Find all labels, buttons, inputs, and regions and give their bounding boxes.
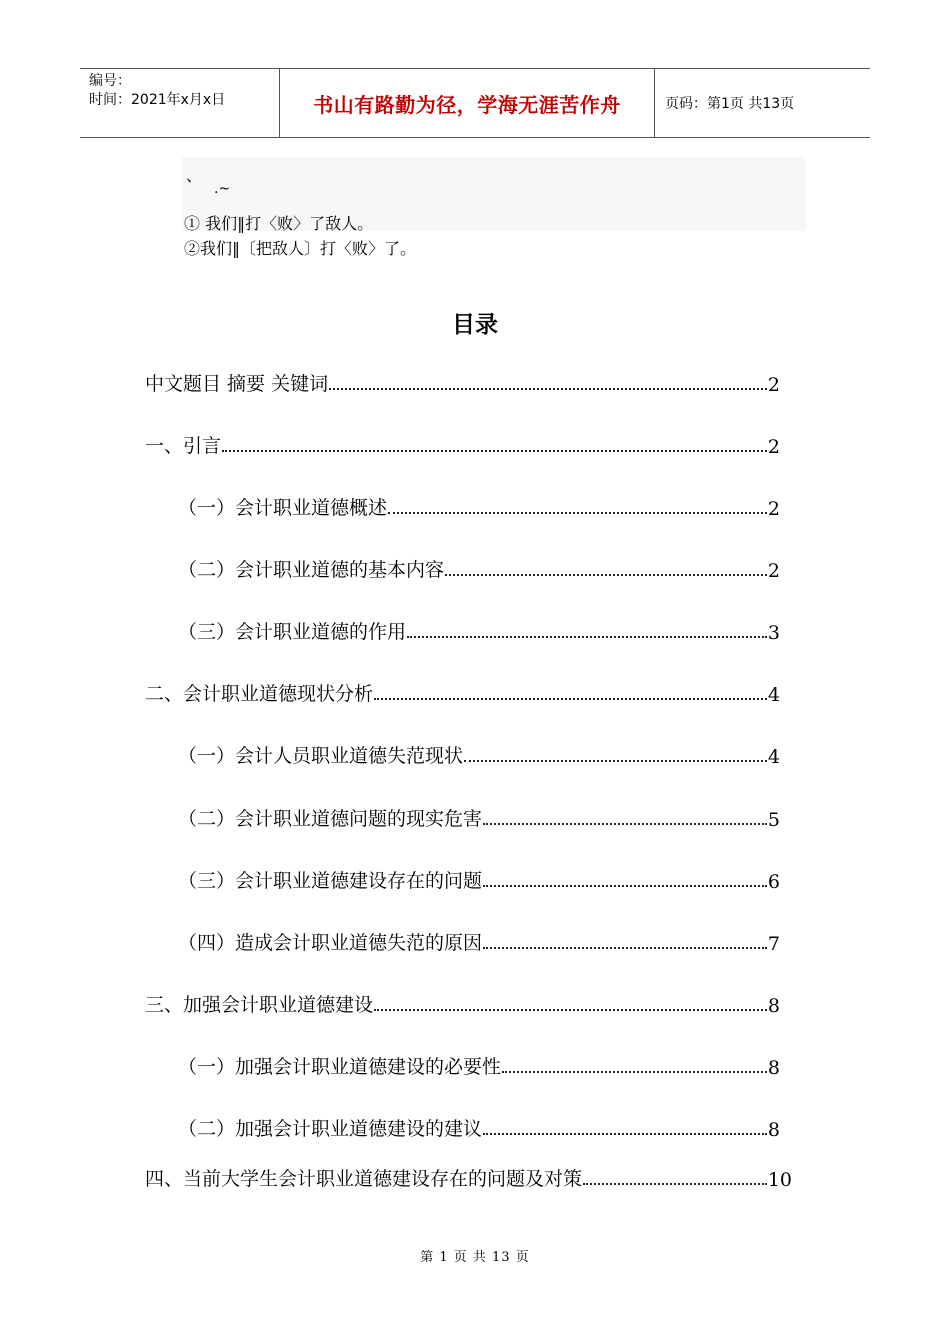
- toc-entry[interactable]: [178, 492, 780, 520]
- toc-entry-page: 7: [767, 933, 780, 955]
- toc-entry-label: （一）会计职业道德概述: [178, 497, 388, 519]
- toc-entry[interactable]: [178, 740, 780, 768]
- date-label: 时间：2021年x月x日: [89, 92, 226, 108]
- toc-entry-page: 3: [767, 622, 780, 644]
- toc-entry-page: 8: [767, 1119, 780, 1141]
- toc-entry[interactable]: [178, 616, 780, 644]
- toc-entry-page: 8: [767, 1057, 780, 1079]
- header-page-info: 页码：第1页 共13页: [665, 96, 795, 112]
- toc-title: 目录: [452, 312, 498, 338]
- toc-entry[interactable]: [145, 989, 780, 1017]
- toc-leader-dots: [483, 946, 767, 949]
- toc-entry-page: 6: [767, 871, 780, 893]
- header-motto: 书山有路勤为径，学海无涯苦作舟: [280, 69, 655, 137]
- toc-entry-label: （一）会计人员职业道德失范现状: [178, 745, 464, 767]
- toc-entry[interactable]: [145, 678, 780, 706]
- toc-entry-page: 10: [767, 1169, 792, 1191]
- snippet-line-1: 、: [186, 166, 203, 185]
- toc-entry[interactable]: [178, 927, 780, 955]
- toc-leader-dots: [445, 573, 767, 576]
- toc-entry-page: 4: [767, 746, 780, 768]
- toc-entry-page: 8: [767, 995, 780, 1017]
- toc-entry-page: 2: [767, 374, 780, 396]
- toc-entry[interactable]: [178, 1113, 780, 1141]
- toc-entry[interactable]: [178, 803, 780, 831]
- toc-leader-dots: [329, 387, 767, 390]
- toc-leader-dots: [483, 822, 767, 825]
- toc-entry[interactable]: [178, 554, 780, 582]
- toc-leader-dots: [407, 635, 767, 638]
- toc-entry-label: （二）会计职业道德问题的现实危害: [178, 808, 483, 830]
- toc-entry-label: 四、当前大学生会计职业道德建设存在的问题及对策: [145, 1168, 583, 1190]
- toc-entry-page: 5: [767, 809, 780, 831]
- toc-entry[interactable]: [145, 368, 780, 396]
- snippet-line-4: ②我们‖〔把敌人〕打〈败〉了。: [184, 239, 417, 258]
- toc-entry-label: （四）造成会计职业道德失范的原因: [178, 932, 483, 954]
- snippet-line-3: ① 我们‖打〈败〉了敌人。: [184, 214, 374, 233]
- toc-leader-dots: [374, 1008, 767, 1011]
- toc-leader-dots: [388, 511, 767, 514]
- toc-leader-dots: [483, 884, 767, 887]
- toc-entry-page: 2: [767, 436, 780, 458]
- toc-leader-dots: [222, 449, 767, 452]
- toc-leader-dots: [583, 1182, 767, 1185]
- toc-entry-label: （一）加强会计职业道德建设的必要性: [178, 1056, 502, 1078]
- toc-entry-label: 三、加强会计职业道德建设: [145, 994, 374, 1016]
- toc-leader-dots: [483, 1132, 767, 1135]
- number-label: 编号：: [89, 73, 131, 89]
- toc-entry-label: 一、引言: [145, 435, 222, 457]
- toc-entry-page: 2: [767, 498, 780, 520]
- toc-entry-page: 2: [767, 560, 780, 582]
- header-meta-cell: [80, 69, 280, 137]
- toc-entry[interactable]: [178, 865, 780, 893]
- toc-entry-label: （二）加强会计职业道德建设的建议: [178, 1118, 483, 1140]
- toc-entry-label: （三）会计职业道德建设存在的问题: [178, 870, 483, 892]
- toc-entry-page: 4: [767, 684, 780, 706]
- toc-entry[interactable]: [178, 1051, 780, 1079]
- document-header: [80, 68, 870, 138]
- toc-leader-dots: [374, 697, 767, 700]
- toc-entry-label: 中文题目 摘要 关键词: [145, 373, 329, 395]
- toc-entry-label: （二）会计职业道德的基本内容: [178, 559, 445, 581]
- toc-leader-dots: [502, 1070, 767, 1073]
- page-footer: 第 1 页 共 13 页: [420, 1250, 530, 1265]
- toc-entry-label: 二、会计职业道德现状分析: [145, 683, 374, 705]
- toc-entry-label: （三）会计职业道德的作用: [178, 621, 407, 643]
- toc-entry[interactable]: [145, 1163, 792, 1191]
- toc-leader-dots: [464, 759, 767, 762]
- snippet-line-2: .~: [214, 181, 231, 197]
- toc-entry[interactable]: [145, 430, 780, 458]
